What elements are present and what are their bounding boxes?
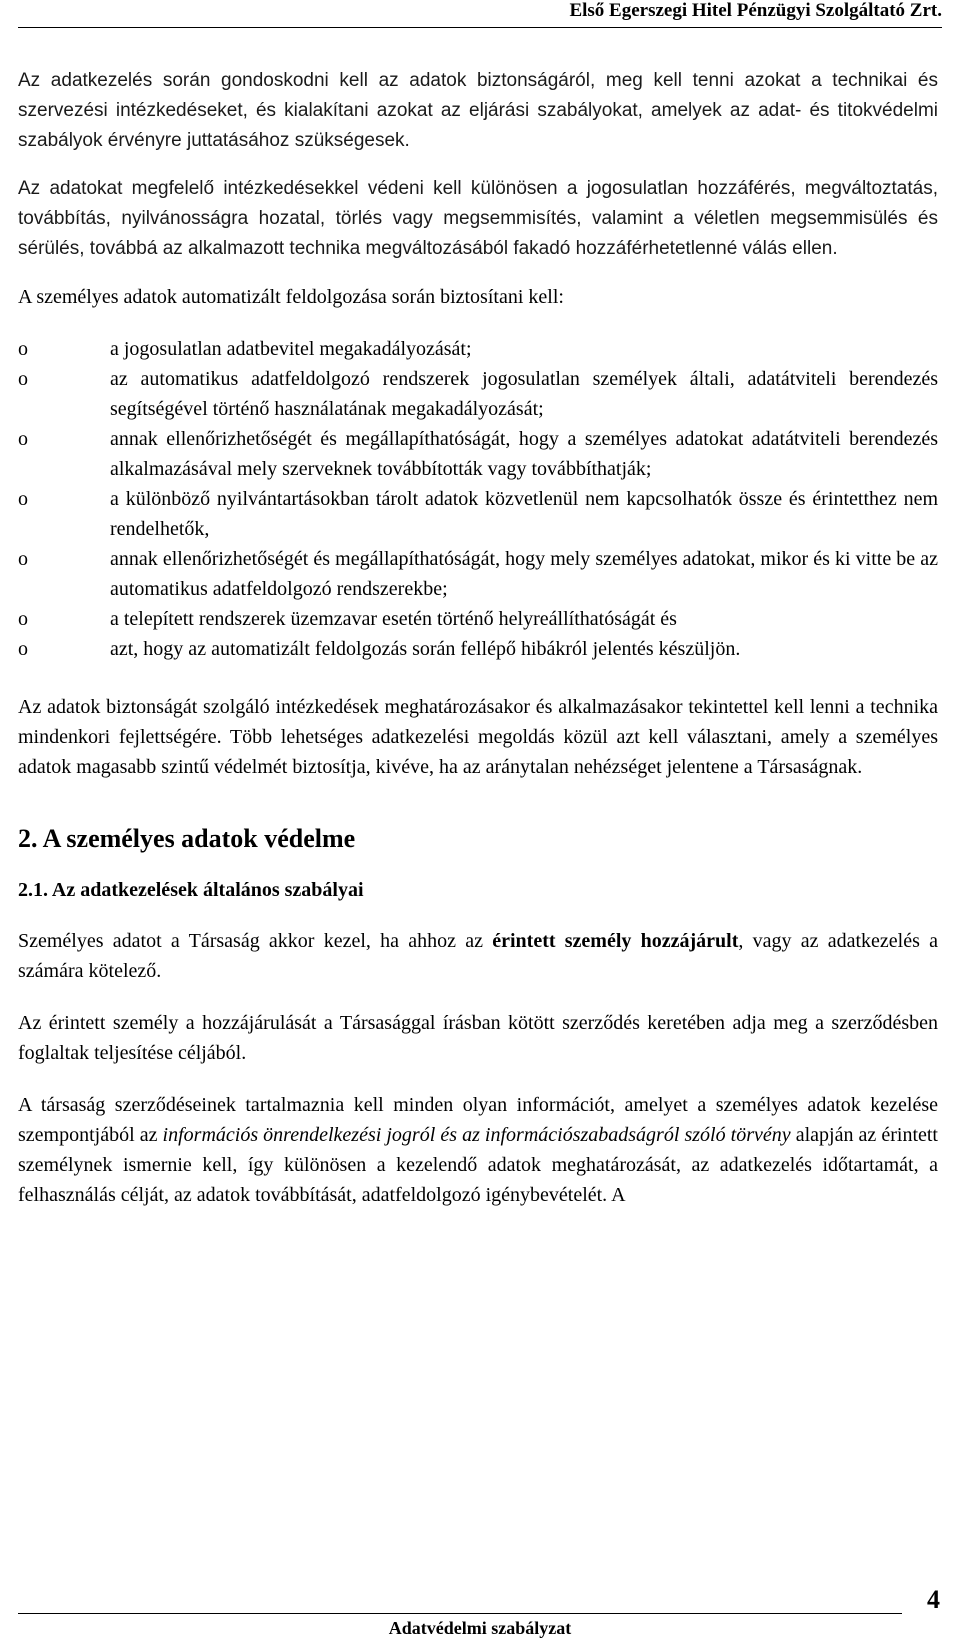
list-item — [18, 544, 938, 604]
consent-emphasis: érintett személy hozzájárult — [492, 930, 739, 952]
list-item-text: annak ellenőrizhetőségét és megállapíthatóságát, hogy a személyes adatokat adatátviteli berendezés alkalmazásával mely szerveknek továbbították vagy továbbíthatják; — [110, 428, 938, 480]
list-item-text: annak ellenőrizhetőségét és megállapíthatóságát, hogy mely személyes adatokat, mikor és ki vitte be az automatikus adatfeldolgozó rendszerekbe; — [110, 548, 938, 600]
list-item — [18, 604, 938, 634]
footer-title: Adatvédelmi szabályzat — [388, 1618, 572, 1638]
paragraph-consent — [18, 926, 938, 986]
header-divider — [18, 27, 942, 28]
paragraph-contract-content — [18, 1090, 938, 1210]
paragraph-security-intro: Az adatkezelés során gondoskodni kell az adatok biztonságáról, meg kell tenni azokat a technikai és szervezési intézkedéseket, és kialakítani azokat az eljárási szabályokat, amelyek az adat- és titokvédelmi szabályok érvényre juttatásához szükségesek. — [18, 70, 938, 151]
law-title: információs önrendelkezési jogról és az információszabadságról szóló törvény — [162, 1124, 791, 1146]
list-item-text: a jogosulatlan adatbevitel megakadályozását; — [110, 338, 472, 360]
bullet-marker: o — [18, 428, 28, 450]
list-item-text: a különböző nyilvántartásokban tárolt adatok közvetlenül nem kapcsolhatók össze és érintetthez nem rendelhetők, — [110, 488, 938, 540]
document-body — [18, 66, 938, 1228]
list-item — [18, 634, 938, 664]
list-item — [18, 424, 938, 484]
paragraph-protection-measures: Az adatokat megfelelő intézkedésekkel védeni kell különösen a jogosulatlan hozzáférés, megváltoztatás, továbbítás, nyilvánosságra hozatal, törlés vagy megsemmisítés, valamint a véletlen megsemmisülés és sérülés, továbbá az alkalmazott technika megváltozásából fakadó hozzáférhetetlenné válás ellen. — [18, 178, 938, 259]
list-item — [18, 334, 938, 364]
list-item — [18, 364, 938, 424]
paragraph-technology-level: Az adatok biztonságát szolgáló intézkedések meghatározásakor és alkalmazásakor tekintettel kell lenni a technika mindenkori fejlettségére. Több lehetséges adatkezelési megoldás közül azt kell választani, amely a személyes adatok magasabb szintű védelmét biztosítja, kivéve, ha az aránytalan nehézséget jelentene a Társaságnak. — [18, 696, 938, 778]
list-item — [18, 484, 938, 544]
section-heading: 2. A személyes adatok védelme — [18, 824, 356, 853]
bullet-marker: o — [18, 608, 28, 630]
page-header — [0, 0, 960, 22]
subsection-heading: 2.1. Az adatkezelések általános szabályai — [18, 879, 364, 901]
bullet-marker: o — [18, 488, 28, 510]
bullet-marker: o — [18, 338, 28, 360]
consent-text-end: , vagy az adatkezelés a számára kötelező. — [18, 930, 939, 982]
footer-divider — [18, 1613, 902, 1614]
bullet-marker: o — [18, 638, 28, 660]
paragraph-written-consent: Az érintett személy a hozzájárulását a Társasággal írásban kötött szerződés keretében adja meg a szerződésben foglaltak teljesítése céljából. — [18, 1012, 938, 1064]
automated-processing-requirements-list — [18, 334, 938, 664]
contract-text-end: alapján az érintett személynek ismernie kell, így különösen a kezelendő adatok meghatározását, az adatkezelés időtartamát, a felhasználás célját, az adatok továbbítását, adatfeldolgozó igénybevételét. A — [18, 1124, 938, 1206]
consent-text-start: Személyes adatot a Társaság akkor kezel, ha ahhoz az — [18, 930, 493, 952]
list-item-text: az automatikus adatfeldolgozó rendszerek jogosulatlan személyek általi, adatátviteli berendezés segítségével történő használatának megakadályozását; — [110, 368, 938, 420]
bullet-marker: o — [18, 368, 28, 390]
list-item-text: azt, hogy az automatizált feldolgozás során fellépő hibákról jelentés készüljön. — [110, 638, 741, 660]
paragraph-automated-processing: A személyes adatok automatizált feldolgozása során biztosítani kell: — [18, 286, 564, 308]
header-company-name: Első Egerszegi Hitel Pénzügyi Szolgáltató Zrt. — [569, 0, 942, 21]
contract-text-start: A társaság szerződéseinek tartalmaznia kell minden olyan információt, amelyet a személyes adatok kezelése szempontjából az — [18, 1094, 938, 1146]
bullet-marker: o — [18, 548, 28, 570]
list-item-text: a telepített rendszerek üzemzavar esetén történő helyreállíthatóságát és — [110, 608, 677, 630]
page-number: 4 — [927, 1585, 940, 1614]
